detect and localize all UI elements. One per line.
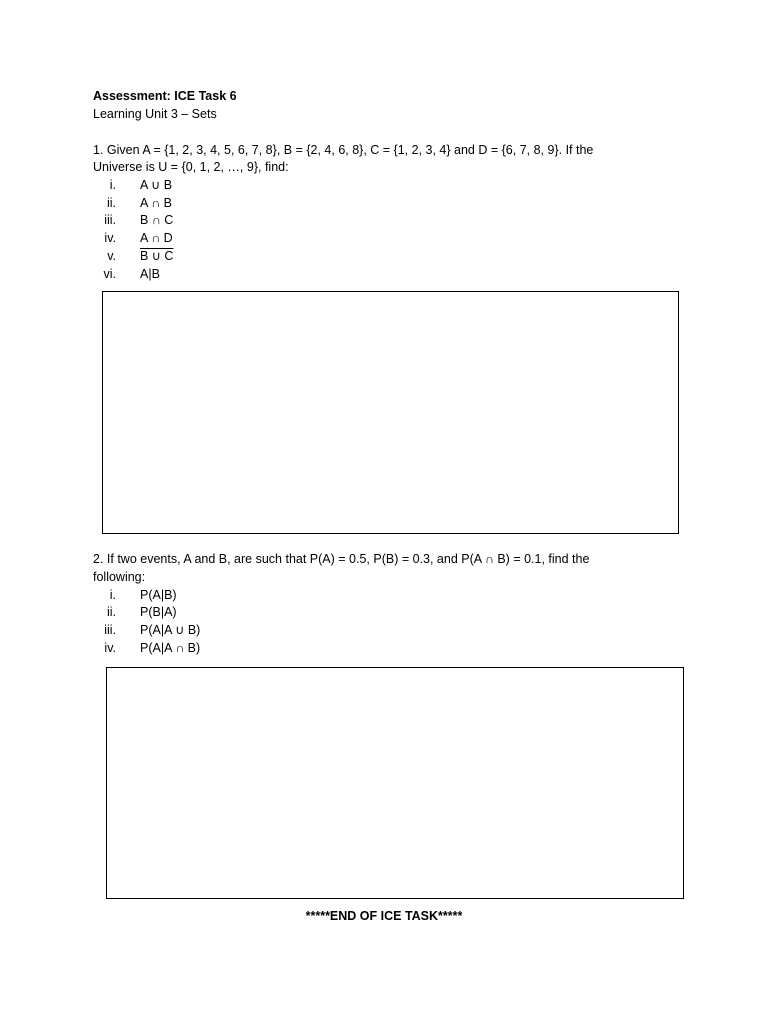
list-item-number: iv. <box>104 641 116 655</box>
list-item: A ∪ B <box>140 178 173 192</box>
question-2-line-2: following: <box>93 570 146 584</box>
list-item-number: ii. <box>106 605 116 619</box>
end-of-task-text: *****END OF ICE TASK***** <box>305 909 463 923</box>
list-item: P(B|A) <box>140 605 177 619</box>
list-item-number: v. <box>107 249 116 263</box>
list-item: A ∩ B <box>140 196 172 210</box>
learning-unit-subtitle: Learning Unit 3 – Sets <box>93 107 217 121</box>
assessment-title: Assessment: ICE Task 6 <box>93 89 237 103</box>
question-1-line-1: 1. Given A = {1, 2, 3, 4, 5, 6, 7, 8}, B = {2, 4, 6, 8}, C = {1, 2, 3, 4} and D = {6, 7, 8, 9}. If the <box>93 143 594 157</box>
list-item-number: iii. <box>104 623 116 637</box>
list-item-number: i. <box>109 588 116 602</box>
list-item-number: ii. <box>106 196 116 210</box>
question-1-line-2: Universe is U = {0, 1, 2, …, 9}, find: <box>93 160 289 174</box>
list-item: B ∩ C <box>140 213 174 227</box>
list-item-number: vi. <box>103 267 116 281</box>
answer-box-question-1[interactable] <box>102 291 679 534</box>
answer-box-question-2[interactable] <box>106 667 684 899</box>
list-item: A ∩ D <box>140 231 173 245</box>
list-item: A|B <box>140 267 160 281</box>
list-item: P(A|B) <box>140 588 177 602</box>
list-item: P(A|A ∩ B) <box>140 641 201 655</box>
list-item: P(A|A ∪ B) <box>140 623 201 637</box>
list-item-number: iv. <box>104 231 116 245</box>
list-item-complement: B ∪ C <box>140 249 174 263</box>
question-2-line-1: 2. If two events, A and B, are such that P(A) = 0.5, P(B) = 0.3, and P(A ∩ B) = 0.1, find the <box>93 552 590 566</box>
list-item-number: iii. <box>104 213 116 227</box>
list-item-number: i. <box>109 178 116 192</box>
